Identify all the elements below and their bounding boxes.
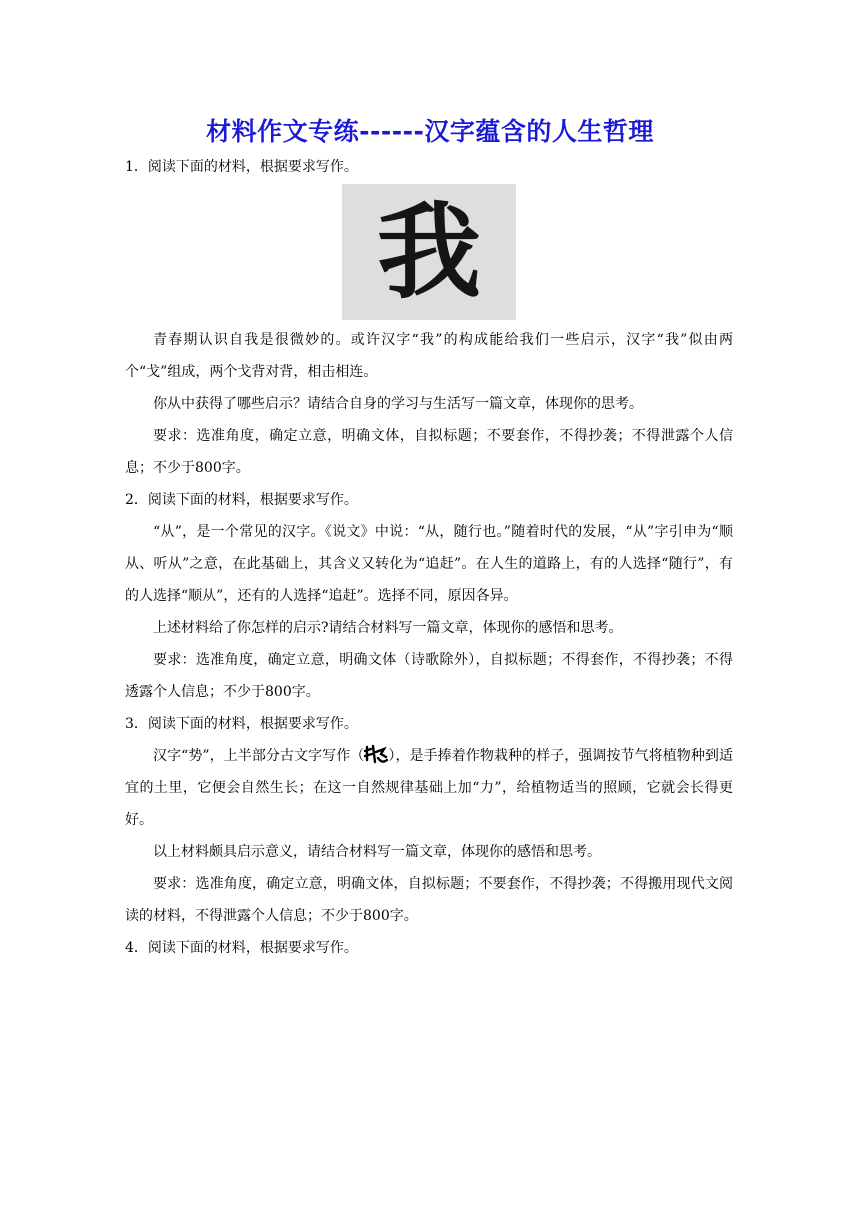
question-3-material bbox=[125, 740, 733, 836]
character-image-glyph: 我 bbox=[376, 190, 481, 313]
question-3-header: 3．阅读下面的材料，根据要求写作。 bbox=[125, 716, 358, 732]
question-1-prompt: 你从中获得了哪些启示？请结合自身的学习与生活写一篇文章，体现你的思考。 bbox=[153, 396, 643, 412]
question-3-material-end: ），是手捧着作物栽种的样子，强调按节气将植物种到适宜的土里，它便会自然生长；在这一自然规律基础上加“力”，给植物适当的照顾，它就会长得更好。 bbox=[125, 748, 733, 828]
character-image-wo bbox=[342, 184, 516, 320]
question-2-material: “从”，是一个常见的汉字。《说文》中说：“从，随行也。”随着时代的发展，“从”字引申为“顺从、听从”之意，在此基础上，其含义又转化为“追赶”。在人生的道路上，有的人选择“随行”，有的人选择“顺从”，还有的人选择“追赶”。选择不同，原因各异。 bbox=[125, 524, 733, 604]
question-1-material: 青春期认识自我是很微妙的。或许汉字“我”的构成能给我们一些启示，汉字“我”似由两个“戈”组成，两个戈背对背，相击相连。 bbox=[125, 332, 733, 380]
question-3-requirements: 要求：选准角度，确定立意，明确文体，自拟标题；不要套作，不得抄袭；不得搬用现代文阅读的材料，不得泄露个人信息；不少于800字。 bbox=[125, 876, 733, 924]
question-1-requirements: 要求：选准角度，确定立意，明确文体，自拟标题；不要套作，不得抄袭；不得泄露个人信息；不少于800字。 bbox=[125, 428, 733, 476]
question-2-header: 2．阅读下面的材料，根据要求写作。 bbox=[125, 492, 358, 508]
question-2-prompt: 上述材料给了你怎样的启示?请结合材料写一篇文章，体现你的感悟和思考。 bbox=[153, 620, 623, 636]
question-3-prompt: 以上材料颇具启示意义，请结合材料写一篇文章，体现你的感悟和思考。 bbox=[153, 844, 601, 860]
page-title: 材料作文专练------汉字蕴含的人生哲理 bbox=[206, 117, 654, 146]
question-2-requirements: 要求：选准角度，确定立意，明确文体（诗歌除外），自拟标题；不得套作，不得抄袭；不得透露个人信息；不少于800字。 bbox=[125, 652, 733, 700]
question-3-material-start: 汉字“势”，上半部分古文字写作（ bbox=[153, 748, 365, 764]
question-4-header: 4．阅读下面的材料，根据要求写作。 bbox=[125, 940, 358, 956]
document-body bbox=[125, 156, 733, 964]
ancient-character-image bbox=[364, 743, 388, 765]
question-1-header: 1．阅读下面的材料，根据要求写作。 bbox=[125, 159, 358, 175]
